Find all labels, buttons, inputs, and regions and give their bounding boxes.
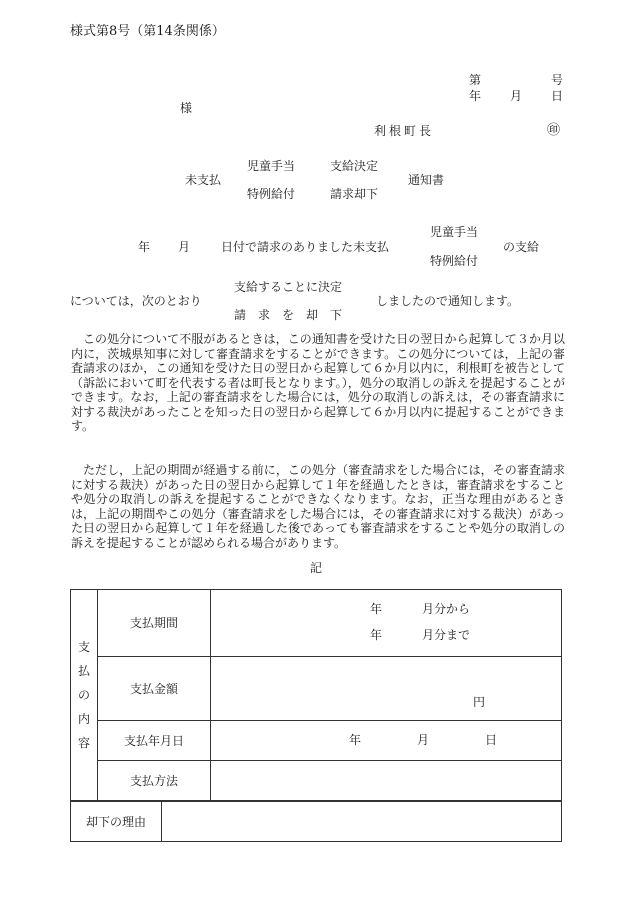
payment-period-value[interactable] [211, 590, 562, 657]
title-option-tokurei-kyuufu: 特例給付 [247, 187, 296, 201]
period-to-year: 年 [370, 628, 383, 642]
title-option-seikyuu-kyakka: 請求却下 [330, 187, 379, 201]
rejection-reason-value[interactable] [162, 802, 562, 842]
title-option-shikyuu-kettei: 支給決定 [330, 159, 379, 173]
doc-number-dai: 第 [469, 73, 482, 87]
payment-amount-value[interactable] [211, 657, 562, 721]
appeal-notice-paragraph-1: この処分について不服があるときは，この通知書を受けた日の翌日から起算して３か月以内に，茨城県知事に対して審査請求をすることができます。この処分については，上記の審査請求のほか，この通知を受けた日の翌日から起算して６か月以内に，利根町を被告として（訴訟において町を代表する者は町長となります。），処分の取消しの訴えを提起することができます。なお，上記の審査請求をした場合には，処分の取消しの訴えは，その審査請求に対する裁決があったことを知った日の翌日から起算して６か月以内に提起することができます。 [71, 332, 565, 433]
appeal-notice-paragraph-2: ただし，上記の期間が経過する前に，この処分（審査請求をした場合には，その審査請求に対する裁決）があった日の翌日から起算して１年を経過したときは，審査請求をすることや処分の取消しの訴えを提起することができなくなります。なお，正当な理由があるときは，上記の期間やこの処分（審査請求をした場合には，その審査請求に対する裁決）があった日の翌日から起算して１年を経過した後であっても審査請求をすることや処分の取消しの訴えを提起することが認められる場合があります。 [71, 463, 565, 550]
period-to-month: 月分まで [422, 628, 471, 642]
doc-date-day: 日 [551, 89, 564, 103]
period-from-month: 月分から [422, 602, 471, 616]
claim-text: 日付で請求のありました未支払 [221, 240, 390, 254]
form-number-header: 様式第8号（第14条関係） [70, 24, 225, 39]
decision-prefix: については，次のとおり [70, 294, 202, 308]
decision-option-reject: 請 求 を 却 下 [234, 308, 343, 322]
decision-suffix: しましたので通知します。 [376, 294, 520, 308]
group-label-char: 払 [77, 664, 90, 678]
group-label-char: 支 [77, 640, 90, 654]
issuer-name: 利根町長 [374, 124, 435, 138]
payment-method-value[interactable] [211, 761, 562, 801]
payment-date-month: 月 [417, 733, 430, 747]
claim-suffix: の支給 [503, 240, 540, 254]
rejection-reason-label: 却下の理由 [71, 802, 162, 842]
official-seal-mark: ㊞ [547, 123, 561, 138]
ki-heading: 記 [310, 561, 323, 575]
payment-method-label: 支払方法 [98, 761, 211, 801]
claim-option-jidou-teate: 児童手当 [430, 225, 479, 239]
period-from-year: 年 [370, 602, 383, 616]
doc-number-go: 号 [551, 73, 564, 87]
title-prefix: 未支払 [185, 173, 222, 187]
payment-amount-label: 支払金額 [98, 657, 211, 721]
claim-year: 年 [138, 240, 151, 254]
group-label-char: 内 [77, 712, 90, 726]
title-option-jidou-teate: 児童手当 [247, 159, 296, 173]
doc-date-year: 年 [469, 89, 482, 103]
decision-option-approve: 支給することに決定 [234, 280, 343, 294]
payment-period-label: 支払期間 [98, 590, 211, 657]
title-suffix: 通知書 [408, 173, 445, 187]
group-label-char: の [77, 688, 90, 702]
rejection-reason-table [70, 801, 562, 842]
payment-date-day: 日 [485, 733, 498, 747]
payment-details-table [70, 589, 562, 801]
claim-option-tokurei-kyuufu: 特例給付 [430, 254, 479, 268]
payment-content-group-label [71, 590, 98, 801]
addressee-suffix: 様 [180, 101, 193, 115]
doc-date-month: 月 [510, 89, 523, 103]
payment-date-year: 年 [349, 733, 362, 747]
payment-date-value[interactable] [211, 721, 562, 761]
claim-month: 月 [178, 240, 191, 254]
group-label-char: 容 [77, 736, 90, 750]
payment-date-label: 支払年月日 [98, 721, 211, 761]
amount-unit-yen: 円 [473, 695, 486, 709]
